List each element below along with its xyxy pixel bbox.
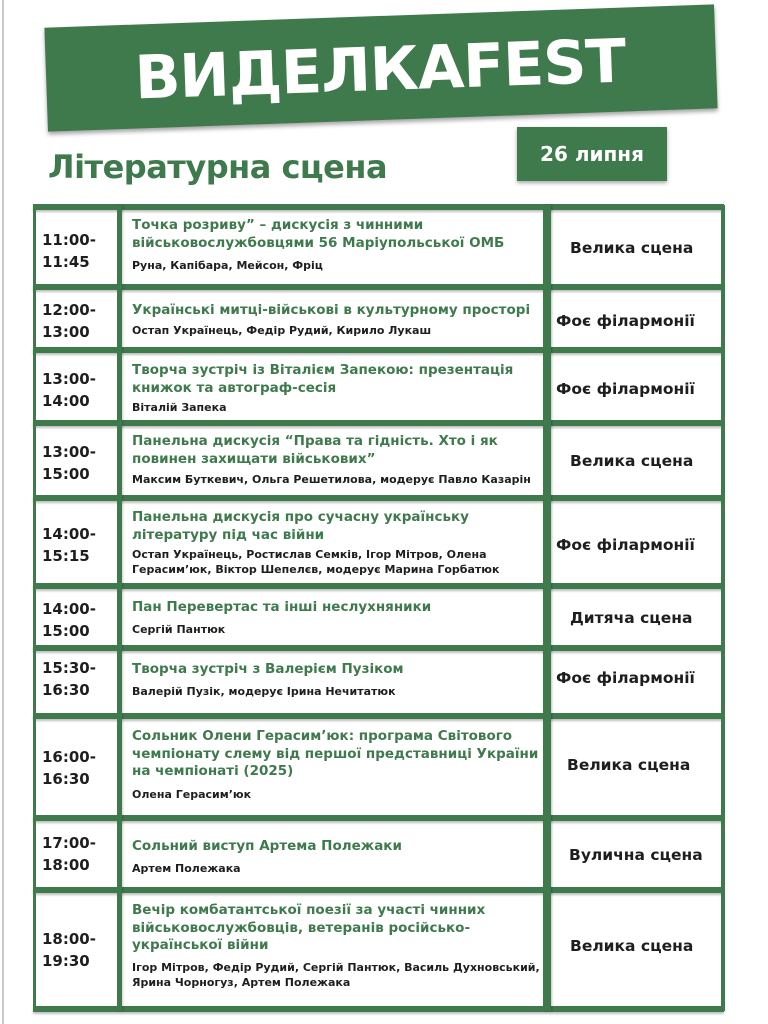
event-info [132,302,542,338]
event-info [132,728,542,802]
end-time: 11:45 [42,253,90,271]
event-participants: Сергій Пантюк [132,622,226,636]
event-participants: Руна, Капібара, Мейсон, Фріц [132,259,323,272]
end-time: 13:00 [42,323,90,341]
event-venue: Дитяча сцена [570,609,693,627]
event-title: Творча зустріч із Віталієм Запекою: презентація книжок та автограф-сесія [132,362,514,396]
event-title: Українські митці-військові в культурному просторі [132,302,531,318]
start-time: 13:00- [42,443,96,461]
event-info [132,599,542,637]
end-time: 16:30 [42,770,90,788]
schedule-row [36,353,721,420]
event-title: Сольник Олени Герасим’юк: програма Світового чемпіонату слему від першої представниці України на чемпіонаті (2025) [132,728,539,779]
event-participants: Остап Українець, Федір Рудий, Кирило Лукаш [132,323,432,337]
row-divider [33,1006,724,1012]
end-time: 18:00 [42,856,90,874]
event-title: Вечір комбатантської поезії за участі чинних військовослужбовців, ветеранів російсько-української війни [132,902,486,953]
event-venue: Вулична сцена [569,846,703,864]
schedule-row [36,589,721,645]
end-time: 14:00 [42,392,90,410]
stage-title: Літературна сцена [48,148,388,186]
schedule-row [36,426,721,495]
start-time: 14:00- [42,525,96,543]
end-time: 15:00 [42,465,90,483]
event-info [132,838,542,876]
event-participants: Віталій Запека [132,401,227,414]
column-divider [721,205,725,1011]
schedule-row [36,290,721,347]
schedule-row [36,719,721,815]
schedule-row [36,651,721,713]
schedule-row [36,821,721,887]
event-info [132,362,542,415]
event-info [132,661,542,699]
event-participants: Олена Герасим’юк [132,787,252,801]
event-title: Панельна дискусія про сучасну українську літературу під час війни [132,509,469,543]
event-info [132,902,542,990]
event-participants: Остап Українець, Ростислав Семків, Ігор Мітров, Олена Герасим’юк, Віктор Шепелєв, модерує Марина Горбатюк [132,548,500,576]
event-venue: Фоє філармонії [556,669,695,687]
event-venue: Велика сцена [570,239,694,257]
event-title: Точка розриву” – дискусія з чинними військовослужбовцями 56 Маріупольської ОМБ [132,217,505,251]
schedule-row [36,893,721,1006]
end-time: 15:00 [42,622,90,640]
festival-title: ВИДЕЛКАFEST [133,26,627,114]
start-time: 12:00- [42,301,96,319]
event-venue: Фоє філармонії [556,380,695,398]
schedule-row [36,210,721,284]
end-time: 16:30 [42,681,90,699]
start-time: 13:00- [42,370,96,388]
end-time: 19:30 [42,952,90,970]
event-participants: Артем Полежака [132,861,241,875]
start-time: 16:00- [42,748,96,766]
event-participants: Максим Буткевич, Ольга Решетилова, модерує Павло Казарін [132,473,531,486]
event-venue: Велика сцена [567,756,691,774]
event-info [132,433,542,487]
event-venue: Велика сцена [570,937,694,955]
event-venue: Фоє філармонії [556,536,695,554]
start-time: 11:00- [42,231,96,249]
event-title: Творча зустріч з Валерієм Пузіком [132,661,404,677]
schedule-row [36,501,721,583]
event-info [132,217,542,273]
date-badge: 26 липня [517,127,667,181]
event-participants: Ігор Мітров, Федір Рудий, Сергій Пантюк, Василь Духновський, Ярина Чорногуз, Артем Полежака [132,960,540,989]
start-time: 14:00- [42,600,96,618]
event-title: Пан Перевертас та інші неслухняники [132,599,432,615]
start-time: 17:00- [42,834,96,852]
event-title: Панельна дискусія “Права та гідність. Хто і як повинен захищати військових” [132,433,498,467]
event-venue: Фоє філармонії [556,312,695,330]
event-title: Сольний виступ Артема Полежаки [132,838,402,854]
event-info [132,509,542,577]
end-time: 15:15 [42,547,90,565]
event-participants: Валерій Пузік, модерує Ірина Нечитатюк [132,684,396,698]
start-time: 18:00- [42,930,96,948]
event-venue: Велика сцена [570,452,694,470]
start-time: 15:30- [42,659,96,677]
